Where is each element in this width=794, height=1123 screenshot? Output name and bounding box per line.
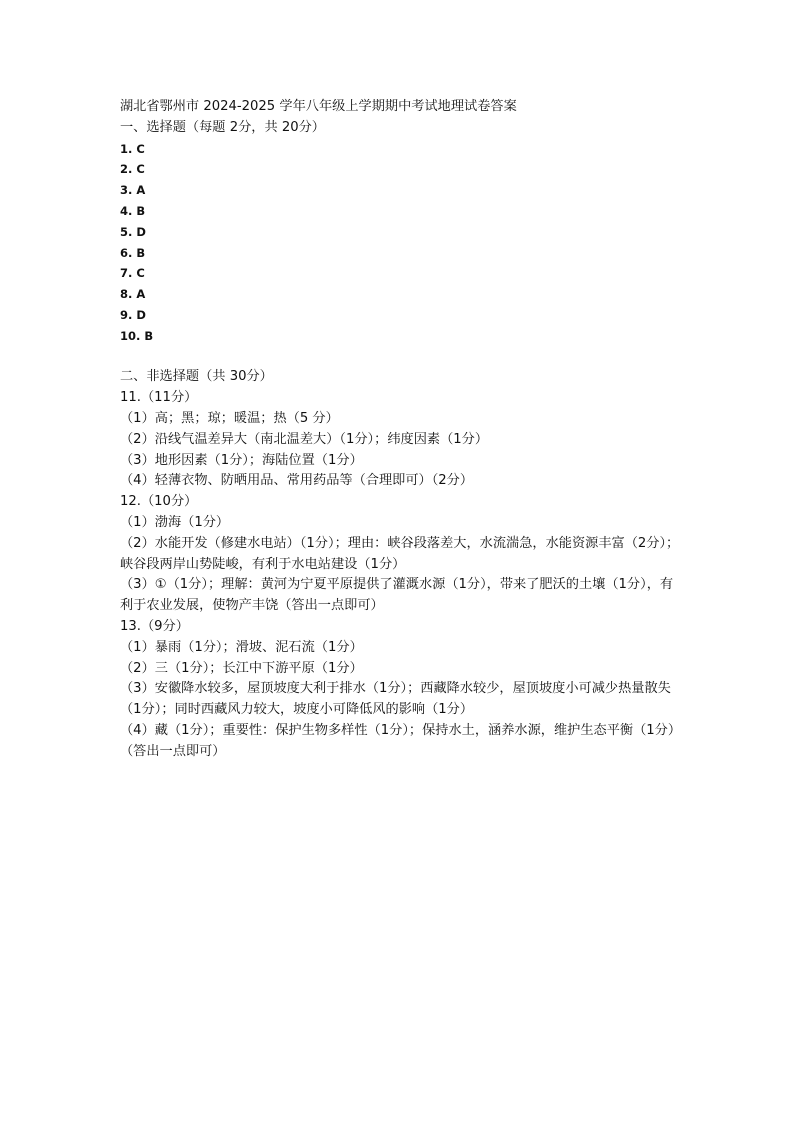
question-12-part-1: （1）渤海（1分） bbox=[120, 514, 230, 530]
answer-item: 10. B bbox=[120, 328, 154, 343]
question-13-heading: 13.（9分） bbox=[120, 618, 189, 634]
question-13-part-2: （2）三（1分）；长江中下游平原（1分） bbox=[120, 660, 363, 676]
answer-item: 6. B bbox=[120, 245, 146, 260]
question-13-part-4: （4）藏（1分）；重要性：保护生物多样性（1分）；保持水土，涵养水源，维护生态平衡（1分）（答出一点即可） bbox=[120, 722, 675, 759]
question-12-heading: 12.（10分） bbox=[120, 494, 198, 510]
document-page bbox=[120, 97, 680, 763]
question-13-part-3: （3）安徽降水较多，屋顶坡度大利于排水（1分）；西藏降水较少，屋顶坡度小可减少热量散失（1分）；同时西藏风力较大，坡度小可降低风的影响（1分） bbox=[120, 681, 671, 718]
section1-heading: 一、选择题（每题 2分，共 20分） bbox=[120, 119, 325, 135]
question-13-part-1: （1）暴雨（1分）；滑坡、泥石流（1分） bbox=[120, 639, 363, 655]
question-11-heading: 11.（11分） bbox=[120, 390, 198, 406]
answer-item: 4. B bbox=[120, 203, 146, 218]
question-11-part-4: （4）轻薄衣物、防晒用品、常用药品等（合理即可）（2分） bbox=[120, 473, 474, 489]
section2-heading: 二、非选择题（共 30分） bbox=[120, 369, 273, 385]
blank-line bbox=[120, 347, 680, 368]
answer-item: 2. C bbox=[120, 162, 145, 177]
answer-item: 8. A bbox=[120, 287, 146, 302]
question-11-part-1: （1）高；黑；琼；暖温；热（5 分） bbox=[120, 410, 339, 426]
answer-item: 7. C bbox=[120, 266, 145, 281]
answer-item: 9. D bbox=[120, 307, 146, 322]
question-12-part-3: （3）①（1分）；理解：黄河为宁夏平原提供了灌溉水源（1分），带来了肥沃的土壤（1分），有利于农业发展，使物产丰饶（答出一点即可） bbox=[120, 577, 674, 614]
question-11-part-2: （2）沿线气温差异大（南北温差大）（1分）；纬度因素（1分） bbox=[120, 431, 489, 447]
answer-item: 5. D bbox=[120, 224, 146, 239]
answer-item: 3. A bbox=[120, 183, 146, 198]
question-12-part-2: （2）水能开发（修建水电站）（1分）；理由：峡谷段落差大，水流湍急，水能资源丰富（2分）；峡谷段两岸山势陡峻，有利于水电站建设（1分） bbox=[120, 535, 680, 572]
document-title: 湖北省鄂州市 2024-2025 学年八年级上学期期中考试地理试卷答案 bbox=[120, 99, 517, 114]
answer-item: 1. C bbox=[120, 141, 145, 156]
question-11-part-3: （3）地形因素（1分）；海陆位置（1分） bbox=[120, 452, 363, 468]
